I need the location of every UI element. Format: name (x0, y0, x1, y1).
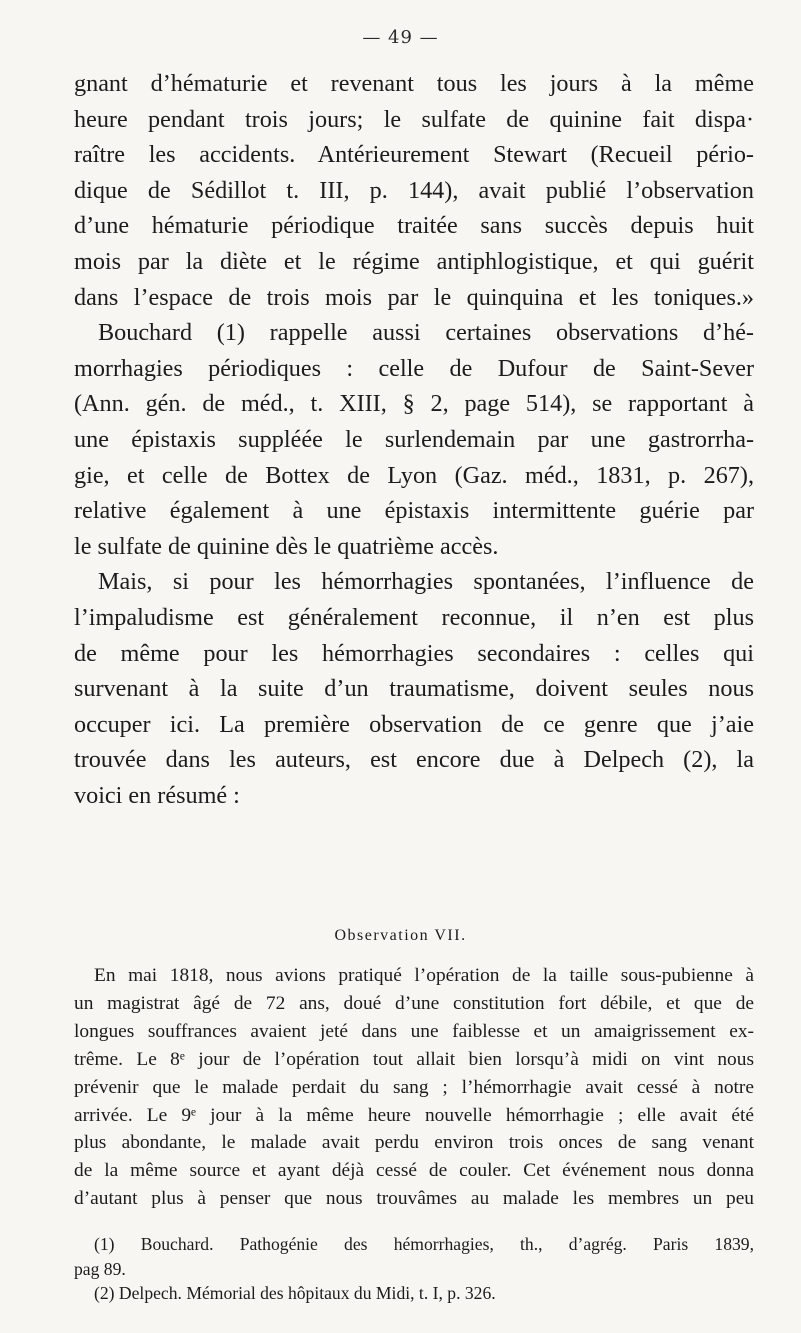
text-line: heure pendant trois jours; le sulfate de quinine fait dispa· (74, 105, 754, 133)
text-line: mois par la diète et le régime antiphlogistique, et qui guérit (74, 247, 754, 275)
observation-line: arrivée. Le 9ᵉ jour à la même heure nouvelle hémorrhagie ; elle avait été (74, 1104, 754, 1126)
observation-line: de la même source et ayant déjà cessé de couler. Cet événement nous donna (74, 1160, 754, 1182)
text-line: survenant à la suite d’un traumatisme, doivent seules nous (74, 675, 754, 703)
observation-line: En mai 1818, nous avions pratiqué l’opération de la taille sous-pubienne à (94, 965, 754, 986)
text-line: gnant d’hématurie et revenant tous les jours à la même (74, 70, 754, 97)
footnote-2: (2) Delpech. Mémorial des hôpitaux du Midi, t. I, p. 326. (94, 1283, 496, 1304)
observation-line: un magistrat âgé de 72 ans, doué d’une constitution fort débile, et que de (74, 992, 754, 1014)
text-line: occuper ici. La première observation de ce genre que j’aie (74, 710, 754, 738)
text-line: (Ann. gén. de méd., t. XIII, § 2, page 514), se rapportant à (74, 390, 754, 418)
text-line: d’une hématurie périodique traitée sans succès depuis huit (74, 212, 754, 240)
observation-line: longues souffrances avaient jeté dans une faiblesse et un amaigrissement ex- (74, 1020, 754, 1042)
text-line: le sulfate de quinine dès le quatrième accès. (74, 532, 499, 560)
text-line: Mais, si pour les hémorrhagies spontanées, l’influence de (98, 568, 754, 596)
text-line: l’impaludisme est généralement reconnue, il n’en est plus (74, 603, 754, 631)
observation-line: trême. Le 8ᵉ jour de l’opération tout allait bien lorsqu’à midi on vint nous (74, 1048, 754, 1070)
footnotes (74, 1232, 754, 1306)
text-line: raître les accidents. Antérieurement Stewart (Recueil pério- (74, 141, 754, 169)
text-line: voici en résumé : (74, 781, 240, 809)
text-line: gie, et celle de Bottex de Lyon (Gaz. méd., 1831, p. 267), (74, 461, 754, 489)
observation-line: d’autant plus à penser que nous trouvâmes au malade les membres un peu (74, 1188, 754, 1210)
footnote-1-continued: pag 89. (74, 1258, 126, 1279)
observation-title: Observation VII. (334, 927, 467, 944)
main-text (74, 66, 754, 813)
text-line: de même pour les hémorrhagies secondaires : celles qui (74, 639, 754, 667)
text-line: dans l’espace de trois mois par le quinquina et les toniques.» (74, 283, 754, 311)
observation-line: prévenir que le malade perdait du sang ; l’hémorrhagie avait cessé à notre (74, 1076, 754, 1098)
text-line: morrhagies périodiques : celle de Dufour de Saint-Sever (74, 354, 754, 382)
observation-text (74, 962, 754, 1213)
text-line: trouvée dans les auteurs, est encore due à Delpech (2), la (74, 746, 754, 774)
observation-line: plus abondante, le malade avait perdu environ trois onces de sang venant (74, 1132, 754, 1154)
text-line: une épistaxis suppléée le surlendemain par une gastrorrha- (74, 425, 754, 453)
page-number: — 49 — (362, 27, 439, 48)
text-line: Bouchard (1) rappelle aussi certaines observations d’hé- (98, 319, 754, 347)
footnote-1: (1) Bouchard. Pathogénie des hémorrhagies, th., d’agrég. Paris 1839, (94, 1234, 754, 1254)
text-line: dique de Sédillot t. III, p. 144), avait publié l’observation (74, 176, 754, 204)
text-line: relative également à une épistaxis intermittente guérie par (74, 497, 754, 525)
